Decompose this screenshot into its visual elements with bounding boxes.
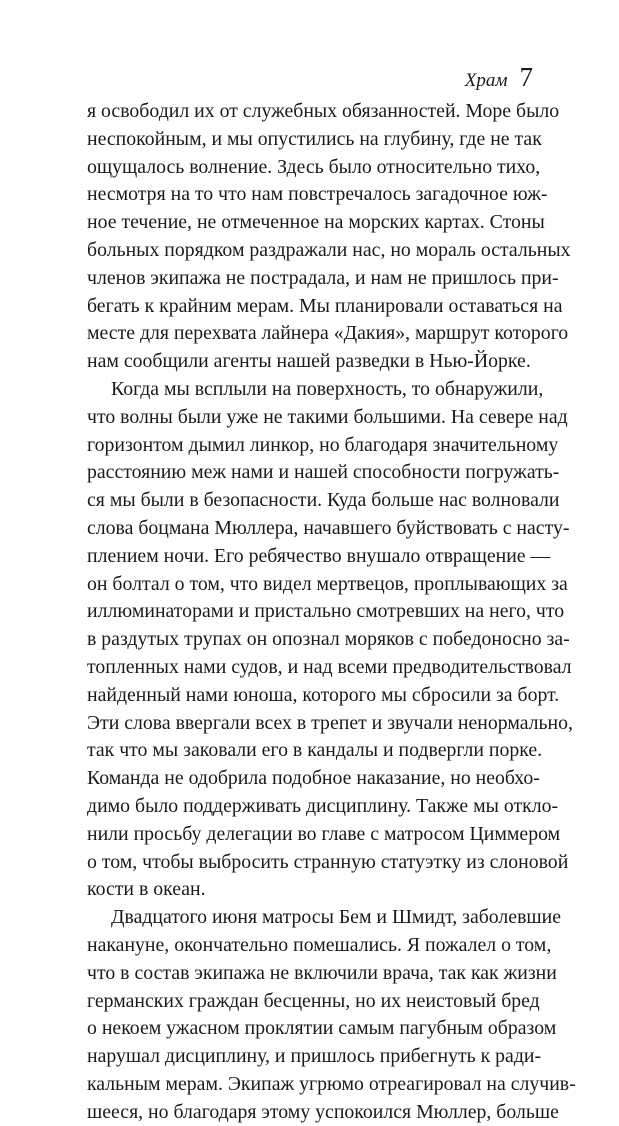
text-line: слова боцмана Мюллера, начавшего буйствовать с насту- bbox=[87, 516, 570, 539]
text-line: так что мы заковали его в кандалы и подвергли порке. bbox=[87, 739, 543, 762]
text-line: Команда не одобрила подобное наказание, но необхо- bbox=[87, 767, 540, 790]
text-line: топленных нами судов, и над всеми предводительствовал bbox=[87, 655, 572, 678]
text-line: о некоем ужасном проклятии самым пагубным образом bbox=[87, 1017, 557, 1040]
text-line: что волны были уже не такими большими. На севере над bbox=[87, 405, 568, 428]
text-line: германских граждан бесценны, но их неистовый бред bbox=[87, 989, 540, 1012]
text-line: плением ночи. Его ребячество внушало отвращение — bbox=[87, 544, 551, 567]
text-line: я освободил их от служебных обязанностей. Море было bbox=[87, 100, 560, 122]
text-line: он болтал о том, что видел мертвецов, проплывающих за bbox=[87, 572, 568, 595]
text-line: ощущалось волнение. Здесь было относительно тихо, bbox=[87, 155, 541, 178]
text-line: иллюминаторами и пристально смотревших на него, что bbox=[87, 600, 565, 623]
text-line: Двадцатого июня матросы Бем и Шмидт, заболевшие bbox=[111, 906, 562, 929]
text-line: несмотря на то что нам повстречалось загадочное юж- bbox=[87, 183, 548, 206]
text-line: месте для перехвата лайнера «Дакия», маршрут которого bbox=[87, 322, 569, 345]
text-line: Эти слова ввергали всех в трепет и звучали ненормально, bbox=[87, 711, 573, 734]
text-line: членов экипажа не пострадала, и нам не пришлось при- bbox=[87, 266, 559, 289]
page-number: 7 bbox=[519, 62, 533, 92]
text-line: найденный нами юноша, которого мы сбросили за борт. bbox=[87, 683, 560, 706]
running-title: Храм bbox=[464, 70, 508, 91]
text-line: нам сообщили агенты нашей разведки в Нью-Йорке. bbox=[87, 350, 531, 373]
running-head bbox=[465, 62, 533, 93]
text-line: кальным мерам. Экипаж угрюмо отреагировал на случив- bbox=[87, 1072, 576, 1095]
text-line: расстоянию меж нами и нашей способности погружать- bbox=[87, 461, 560, 484]
text-line: шееся, но благодаря этому успокоился Мюллер, больше bbox=[87, 1100, 559, 1123]
text-line: димо было поддерживать дисциплину. Также мы откло- bbox=[87, 794, 559, 817]
text-line: больных порядком раздражали нас, но мораль остальных bbox=[87, 238, 571, 261]
text-line: что в состав экипажа не включили врача, так как жизни bbox=[87, 961, 557, 984]
body-text bbox=[87, 98, 576, 1126]
text-line: нили просьбу делегации во главе с матросом Циммером bbox=[87, 822, 561, 845]
paragraph bbox=[87, 98, 571, 376]
text-line: накануне, окончательно помешались. Я пожалел о том, bbox=[87, 933, 552, 956]
text-line: о том, чтобы выбросить странную статуэтку из слоновой bbox=[87, 850, 569, 873]
text-line: нарушал дисциплину, и пришлось прибегнуть к ради- bbox=[87, 1045, 542, 1068]
text-line: бегать к крайним мерам. Мы планировали оставаться на bbox=[87, 294, 563, 317]
text-line: кости в океан. bbox=[87, 878, 206, 901]
text-line: в раздутых трупах он опознал моряков с победоносно за- bbox=[87, 628, 570, 651]
text-line: Когда мы всплыли на поверхность, то обнаружили, bbox=[111, 377, 544, 400]
text-line: ся мы были в безопасности. Куда больше нас волновали bbox=[87, 489, 560, 512]
text-line: неспокойным, и мы опустились на глубину, где не так bbox=[87, 127, 542, 150]
text-line: горизонтом дымил линкор, но благодаря значительному bbox=[87, 433, 559, 456]
paragraph bbox=[87, 904, 576, 1126]
text-line: ное течение, не отмеченное на морских картах. Стоны bbox=[87, 211, 545, 234]
paragraph bbox=[87, 376, 573, 904]
